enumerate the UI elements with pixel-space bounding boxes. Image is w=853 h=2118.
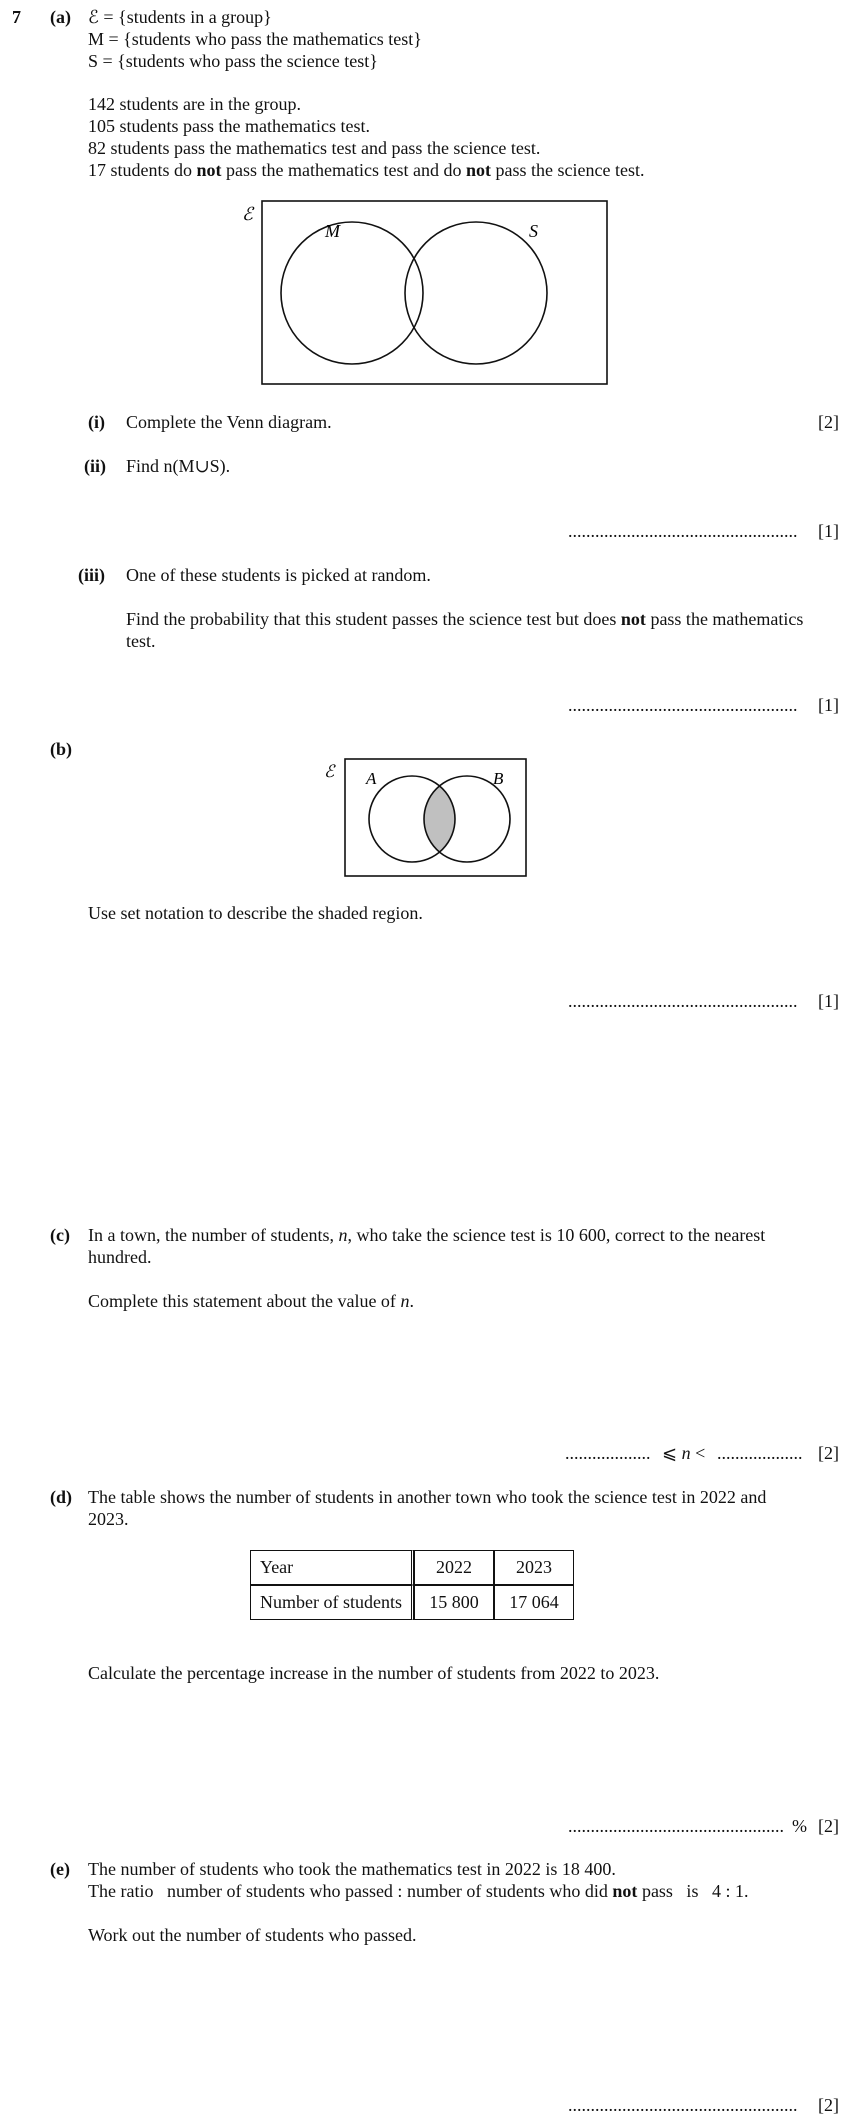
set-universal-definition: ℰ = {students in a group} (88, 7, 272, 27)
venn-b-label-b: B (493, 769, 504, 788)
venn-a-universal-symbol: ℰ (242, 204, 253, 224)
part-a-ii-label: (ii) (84, 456, 106, 476)
part-d-unit: % (792, 1816, 807, 1836)
part-a-iii-question-cont: test. (126, 631, 156, 651)
part-a-i-label: (i) (88, 412, 105, 432)
part-b-answer-line[interactable]: ................................................... (568, 991, 798, 1011)
part-c-label: (c) (50, 1225, 70, 1245)
part-d-text: The table shows the number of students in another town who took the science test in 2022 and (88, 1487, 767, 1507)
students-table (250, 1550, 574, 1620)
part-c-upper-bound-answer[interactable]: ................... (717, 1443, 803, 1463)
fact-neither-pass: 17 students do not pass the mathematics test and do not pass the science test. (88, 160, 645, 180)
part-c-marks: [2] (818, 1443, 839, 1463)
venn-b-label-a: A (366, 769, 377, 788)
part-e-text: The number of students who took the mathematics test in 2022 is 18 400. (88, 1859, 616, 1879)
part-e-question: Work out the number of students who passed. (88, 1925, 417, 1945)
part-a-ii-marks: [1] (818, 521, 839, 541)
part-c-text: In a town, the number of students, n, who take the science test is 10 600, correct to the nearest (88, 1225, 766, 1245)
part-d-marks: [2] (818, 1816, 839, 1836)
part-d-text-cont: 2023. (88, 1509, 129, 1529)
table-value-2023: 17 064 (494, 1585, 574, 1620)
table-header-year: Year (250, 1550, 414, 1585)
part-c-instruction: Complete this statement about the value of n. (88, 1291, 414, 1311)
fact-group-size: 142 students are in the group. (88, 94, 301, 114)
set-m-definition: M = {students who pass the mathematics test} (88, 29, 422, 49)
venn-diagram-b (0, 740, 853, 880)
part-a-iii-label: (iii) (78, 565, 105, 585)
table-value-2022: 15 800 (414, 1585, 494, 1620)
part-d-label: (d) (50, 1487, 72, 1507)
part-a-iii-answer-line[interactable]: ................................................... (568, 695, 798, 715)
part-e-answer-line[interactable]: ................................................... (568, 2095, 798, 2115)
part-a-ii-text: Find n(M∪S). (126, 456, 231, 476)
part-a-iii-text: One of these students is picked at random. (126, 565, 431, 585)
part-d-answer-line[interactable]: ................................................ (568, 1816, 784, 1836)
part-c-inequality: ⩽ n < (662, 1443, 706, 1463)
set-s-definition: S = {students who pass the science test} (88, 51, 378, 71)
venn-a-label-m: M (325, 221, 340, 241)
venn-a-universal-box (262, 201, 607, 384)
part-b-marks: [1] (818, 991, 839, 1011)
part-c-lower-bound-answer[interactable]: ................... (565, 1443, 651, 1463)
table-year-2022: 2022 (414, 1550, 494, 1585)
venn-a-circle-m (281, 222, 423, 364)
part-a-i-marks: [2] (818, 412, 839, 432)
part-a-i-text: Complete the Venn diagram. (126, 412, 332, 432)
part-e-ratio: The ratio number of students who passed : number of students who did not pass is 4 : 1. (88, 1881, 749, 1901)
part-c-text-cont: hundred. (88, 1247, 152, 1267)
table-year-2023: 2023 (494, 1550, 574, 1585)
fact-both-pass: 82 students pass the mathematics test and pass the science test. (88, 138, 541, 158)
part-a-label: (a) (50, 7, 71, 27)
part-e-label: (e) (50, 1859, 70, 1879)
table-row (250, 1550, 574, 1585)
question-number: 7 (12, 7, 21, 27)
part-a-ii-answer-line[interactable]: ................................................... (568, 521, 798, 541)
venn-a-label-s: S (529, 221, 538, 241)
part-d-question: Calculate the percentage increase in the number of students from 2022 to 2023. (88, 1663, 660, 1683)
fact-math-pass: 105 students pass the mathematics test. (88, 116, 370, 136)
part-a-iii-marks: [1] (818, 695, 839, 715)
part-b-label: (b) (50, 739, 72, 759)
part-b-text: Use set notation to describe the shaded region. (88, 903, 423, 923)
part-a-iii-question: Find the probability that this student passes the science test but does not pass the mathematics (126, 609, 804, 629)
part-e-marks: [2] (818, 2095, 839, 2115)
table-row-label: Number of students (250, 1585, 414, 1620)
venn-a-circle-s (405, 222, 547, 364)
table-row (250, 1585, 574, 1620)
venn-diagram-a (0, 0, 853, 420)
venn-b-universal-symbol: ℰ (324, 762, 335, 781)
